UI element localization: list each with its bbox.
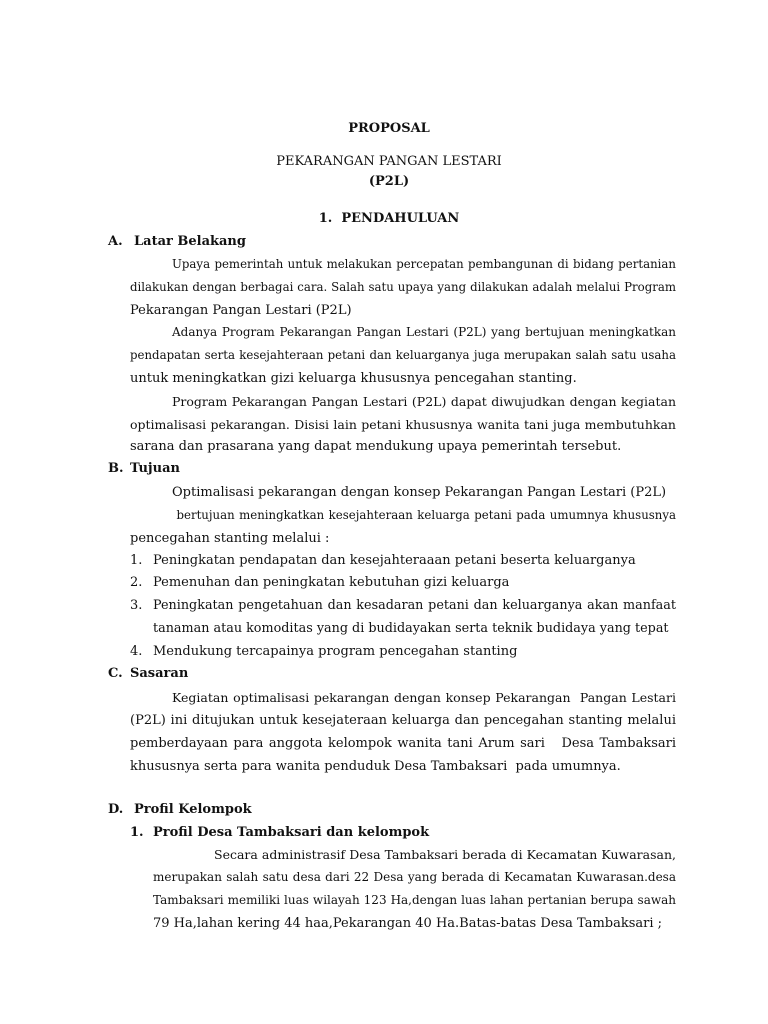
paragraph-line: sarana dan prasarana yang dapat mendukung upaya pemerintah tersebut. (130, 439, 622, 454)
paragraph-line: bertujuan meningkatkan kesejahteraan keluarga petani pada umumnya khususnya (172, 508, 676, 522)
chapter-number: 1. (318, 211, 333, 226)
section-c-label: C. (108, 666, 123, 681)
subsection-title: Profil Desa Tambaksari dan kelompok (153, 825, 430, 840)
list-number: 2. (130, 575, 143, 590)
section-d-title: Profil Kelompok (134, 802, 252, 817)
paragraph-line: dilakukan dengan berbagai cara. Salah satu upaya yang dilakukan adalah melalui Program (130, 280, 676, 294)
paragraph-line: Adanya Program Pekarangan Pangan Lestari (P2L) yang bertujuan meningkatkan (172, 325, 676, 339)
section-d-label: D. (108, 802, 124, 817)
list-item-continuation: tanaman atau komoditas yang di budidayakan serta teknik budidaya yang tepat (153, 621, 669, 636)
paragraph-line: Program Pekarangan Pangan Lestari (P2L) dapat diwujudkan dengan kegiatan (172, 394, 676, 409)
paragraph-line: merupakan salah satu desa dari 22 Desa yang berada di Kecamatan Kuwarasan.desa (153, 870, 676, 884)
paragraph-line: (P2L) ini ditujukan untuk kesejateraan keluarga dan pencegahan stanting melalui (130, 713, 676, 728)
paragraph-line: khususnya serta para wanita penduduk Desa Tambaksari pada umumnya. (130, 759, 621, 774)
paragraph-line: pencegahan stanting melalui : (130, 531, 330, 546)
doc-subtitle-abbr: (P2L) (368, 174, 410, 189)
doc-subtitle: PEKARANGAN PANGAN LESTARI (276, 154, 502, 169)
paragraph-line: Optimalisasi pekarangan dengan konsep Pekarangan Pangan Lestari (P2L) (172, 485, 667, 500)
paragraph-line: Pekarangan Pangan Lestari (P2L) (130, 303, 352, 318)
paragraph-line: 79 Ha,lahan kering 44 haa,Pekarangan 40 Ha.Batas-batas Desa Tambaksari ; (153, 916, 663, 931)
list-number: 1. (130, 553, 143, 568)
section-b-label: B. (108, 461, 124, 476)
list-item: Mendukung tercapainya program pencegahan stanting (153, 644, 518, 659)
chapter-title: PENDAHULUAN (341, 211, 460, 226)
subsection-number: 1. (130, 825, 144, 840)
section-a-title: Latar Belakang (134, 234, 246, 249)
paragraph-line: untuk meningkatkan gizi keluarga khususnya pencegahan stanting. (130, 371, 577, 386)
list-item: Peningkatan pengetahuan dan kesadaran petani dan keluarganya akan manfaat (153, 598, 676, 613)
section-b-title: Tujuan (130, 461, 180, 476)
paragraph-line: Upaya pemerintah untuk melakukan percepatan pembangunan di bidang pertanian (172, 257, 676, 271)
paragraph-line: pendapatan serta kesejahteraan petani dan keluarganya juga merupakan salah satu usaha (130, 348, 676, 362)
list-item: Pemenuhan dan peningkatan kebutuhan gizi keluarga (153, 575, 510, 590)
list-item: Peningkatan pendapatan dan kesejahteraaan petani beserta keluarganya (153, 553, 636, 568)
paragraph-line: Kegiatan optimalisasi pekarangan dengan konsep Pekarangan Pangan Lestari (172, 690, 676, 705)
paragraph-line: optimalisasi pekarangan. Disisi lain petani khususnya wanita tani juga membutuhkan (130, 417, 676, 432)
section-c-title: Sasaran (130, 666, 189, 681)
paragraph-line: Tambaksari memiliki luas wilayah 123 Ha,dengan luas lahan pertanian berupa sawah (153, 893, 676, 907)
chapter-heading (0, 211, 768, 226)
paragraph-line: pemberdayaan para anggota kelompok wanita tani Arum sari Desa Tambaksari (130, 736, 676, 751)
list-number: 3. (130, 598, 143, 613)
list-number: 4. (130, 644, 143, 659)
doc-title: PROPOSAL (348, 121, 430, 136)
paragraph-line: Secara administrasif Desa Tambaksari berada di Kecamatan Kuwarasan, (214, 847, 676, 862)
section-a-label: A. (108, 234, 123, 249)
